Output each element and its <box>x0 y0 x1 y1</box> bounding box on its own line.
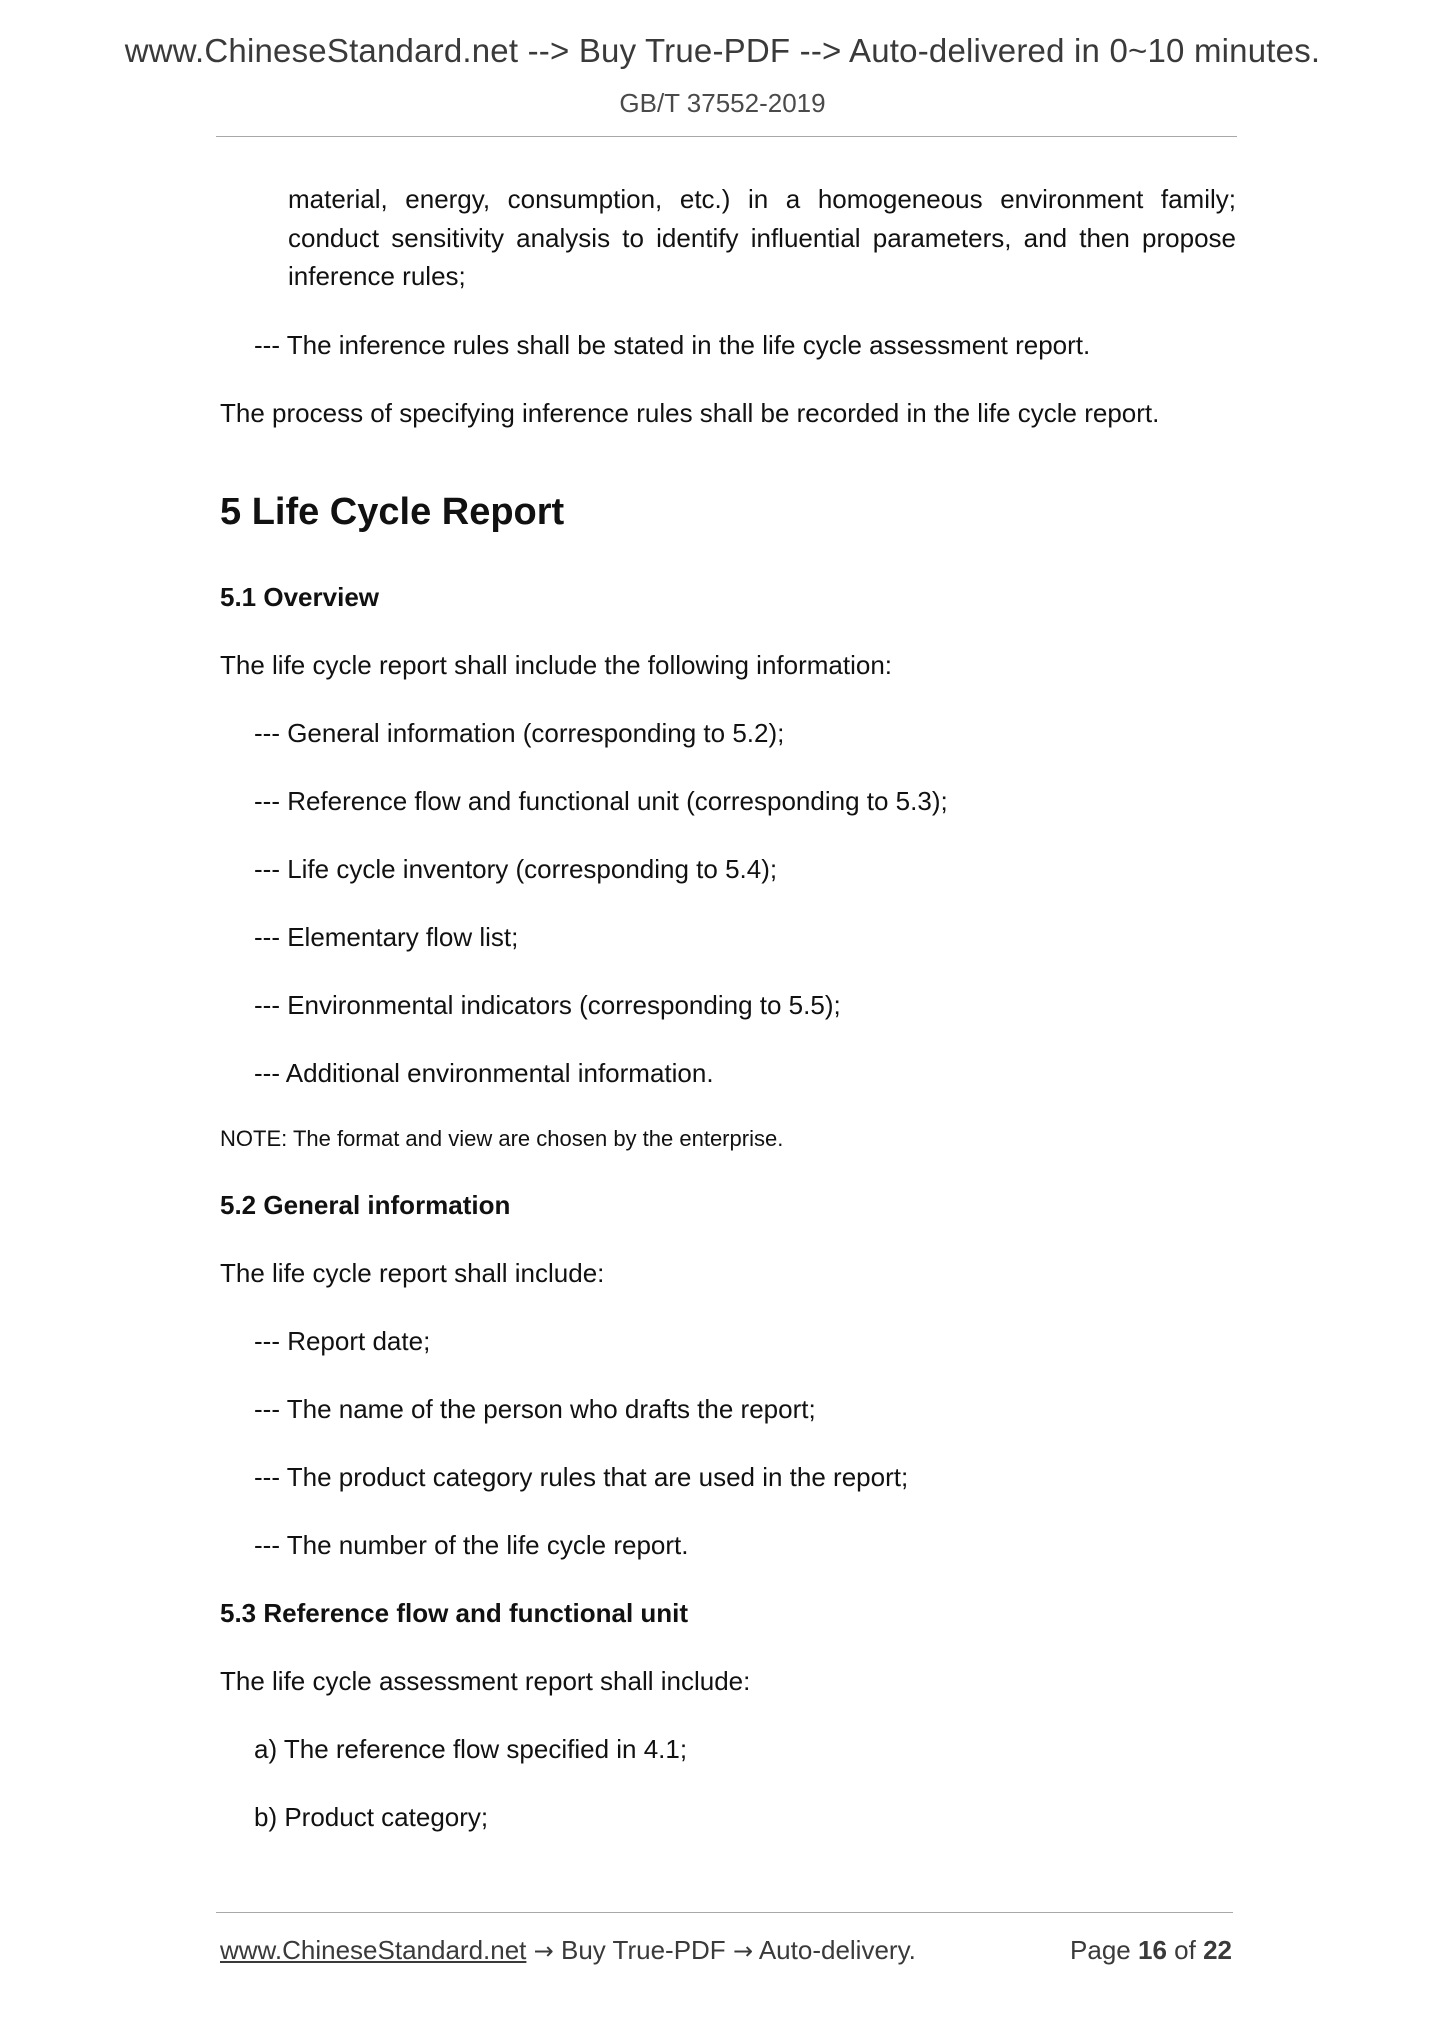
list-item: --- Report date; <box>254 1325 431 1356</box>
note-text: NOTE: The format and view are chosen by the enterprise. <box>220 1125 784 1151</box>
list-item: --- Elementary flow list; <box>254 921 519 952</box>
page-label: Page <box>1070 1935 1131 1965</box>
footer-buy-text: Buy True-PDF <box>560 1935 726 1965</box>
section-5-3-intro: The life cycle assessment report shall include: <box>220 1665 751 1696</box>
total-pages-number: 22 <box>1203 1935 1232 1965</box>
section-5-3-heading: 5.3 Reference flow and functional unit <box>220 1597 689 1628</box>
inference-record-paragraph: The process of specifying inference rules shall be recorded in the life cycle report. <box>220 397 1160 428</box>
footer-promo <box>220 1932 916 1969</box>
section-5-2-intro: The life cycle report shall include: <box>220 1257 605 1288</box>
footer-delivery-text: Auto-delivery. <box>758 1935 916 1965</box>
right-arrow-icon: → <box>732 1937 754 1965</box>
list-item: --- Additional environmental information. <box>254 1057 714 1088</box>
section-5-2-heading: 5.2 General information <box>220 1189 511 1220</box>
section-5-1-intro: The life cycle report shall include the following information: <box>220 649 893 680</box>
list-item: --- Environmental indicators (corresponding to 5.5); <box>254 989 841 1020</box>
section-5-title: 5 Life Cycle Report <box>220 490 565 533</box>
header-divider <box>216 136 1237 137</box>
right-arrow-icon: → <box>533 1937 554 1965</box>
current-page-number: 16 <box>1138 1935 1167 1965</box>
list-item: --- Reference flow and functional unit (corresponding to 5.3); <box>254 785 948 816</box>
list-item: --- General information (corresponding to 5.2); <box>254 717 785 748</box>
standard-code: GB/T 37552-2019 <box>619 88 826 118</box>
list-item: --- Life cycle inventory (corresponding to 5.4); <box>254 853 778 884</box>
page-content <box>220 180 1240 1836</box>
of-label: of <box>1174 1935 1196 1965</box>
section-5-1-heading: 5.1 Overview <box>220 581 379 612</box>
list-item: b) Product category; <box>254 1801 489 1832</box>
list-item: a) The reference flow specified in 4.1; <box>254 1733 688 1764</box>
continued-paragraph: material, energy, consumption, etc.) in a homogeneous environment family; conduct sensitivity analysis to identify influential parameters, and then propose inference rules; <box>288 184 1236 291</box>
footer-divider <box>216 1912 1233 1913</box>
list-item: --- The product category rules that are used in the report; <box>254 1461 909 1492</box>
inference-rules-item: --- The inference rules shall be stated in the life cycle assessment report. <box>254 329 1091 360</box>
header-banner: www.ChineseStandard.net --> Buy True-PDF --> Auto-delivered in 0~10 minutes. <box>124 32 1321 69</box>
list-item: --- The name of the person who drafts the report; <box>254 1393 816 1424</box>
footer-site-link[interactable]: www.ChineseStandard.net <box>220 1935 527 1965</box>
list-item: --- The number of the life cycle report. <box>254 1529 689 1560</box>
page-indicator <box>1070 1932 1232 1968</box>
